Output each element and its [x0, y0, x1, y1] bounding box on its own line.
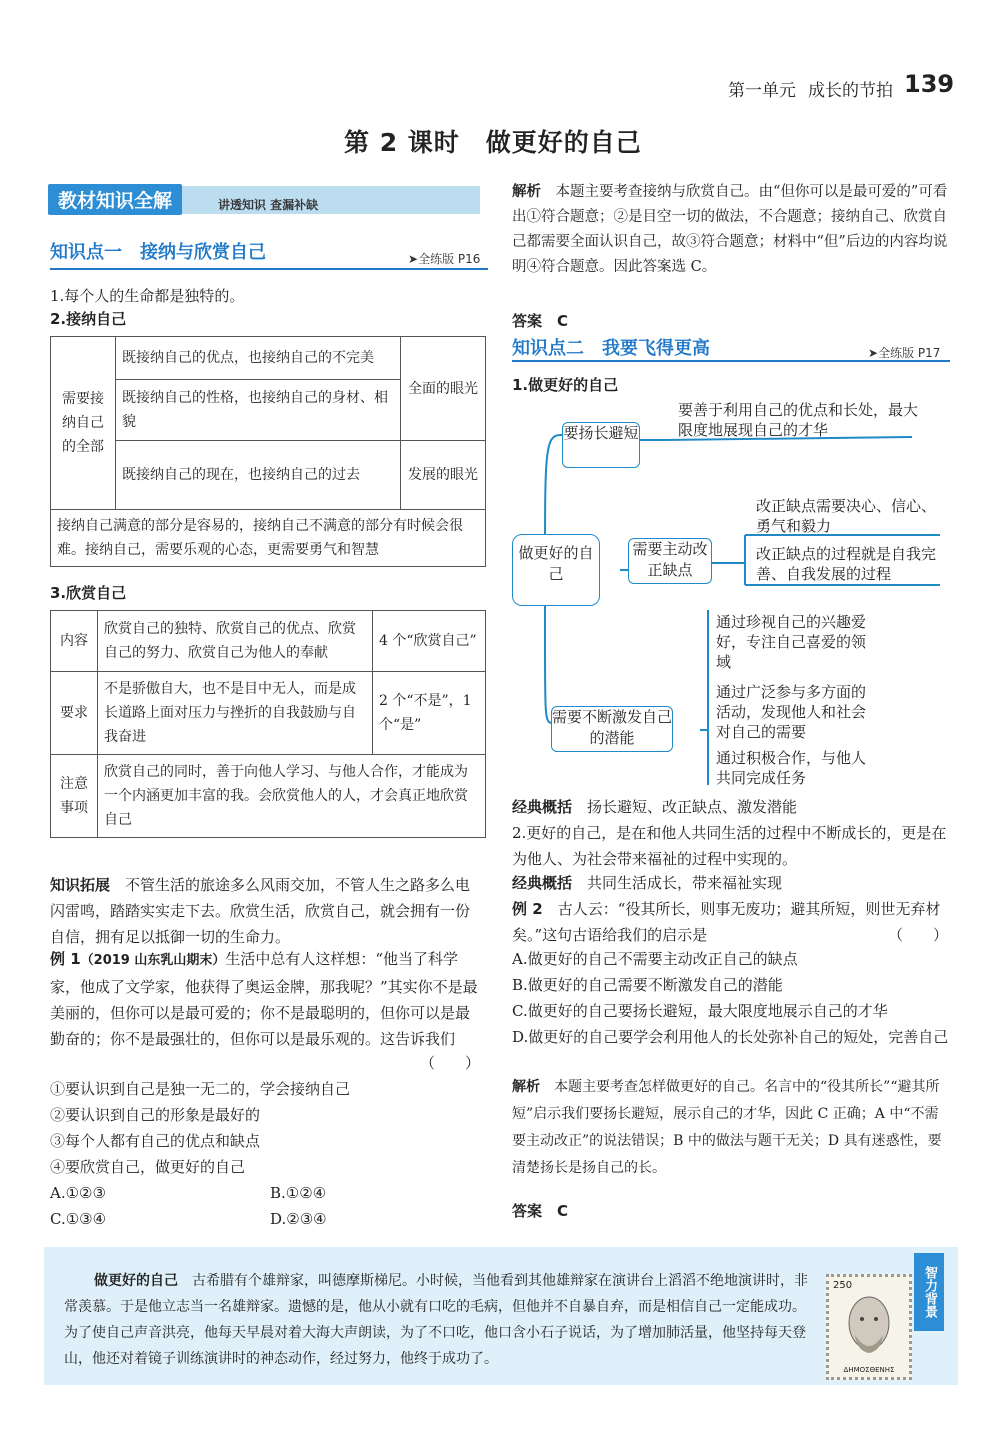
- kp1-p2: 2.接纳自己: [50, 310, 127, 328]
- portrait-icon: [829, 1277, 909, 1377]
- ex1-answer: [512, 308, 568, 334]
- banner-label: 教材知识全解: [48, 184, 182, 215]
- ex1-choice-c: C.①③④: [50, 1210, 107, 1228]
- mindmap-root: 做更好的自己: [512, 534, 600, 606]
- header-chapter: 成长的节拍: [808, 81, 893, 101]
- ex2-answer-value: C: [557, 1202, 569, 1220]
- ex1-source: （2019 山东乳山期末）: [80, 953, 226, 968]
- story-text: [64, 1268, 812, 1372]
- ex2-answer: [512, 1198, 568, 1224]
- arrow-icon: ➤: [868, 346, 879, 360]
- kp1-expand: [50, 872, 484, 950]
- kp1-ref-text: 全练版 P16: [418, 252, 481, 266]
- ex2-analysis-text: 本题主要考查怎样做更好的自己。名言中的“役其所长”“避其所短”启示我们要扬长避短，展示自己的才华，因此 C 正确；A 中“不需要主动改正”的说法错误；B 中的做法与题干无关；D 具有迷惑性，要清楚扬长是扬自己的长。: [512, 1079, 942, 1176]
- story-tag: 智力背景: [914, 1253, 944, 1331]
- ex1-item-2: ②要认识到自己的形象是最好的: [50, 1106, 261, 1124]
- page-number: 139: [904, 70, 955, 98]
- ex2-choice-c: C.做更好的自己要扬长避短，最大限度地展示自己的才华: [512, 1002, 888, 1020]
- ex2-choice-a: A.做更好的自己不需要主动改正自己的缺点: [512, 950, 798, 968]
- ex2-label: 例 2: [512, 900, 543, 918]
- appreciate-val-2: 不是骄傲自大，也不是目中无人，而是成长道路上面对压力与挫折的自我鼓励与自我奋进: [98, 672, 373, 755]
- accept-right-2: 发展的眼光: [401, 441, 486, 510]
- ex1-analysis-text: 本题主要考查接纳与欣赏自己。由“但你可以是最可爱的”可看出①符合题意；②是目空一切的做法，不合题意；接纳自己、欣赏自己都需要全面认识自己，故③符合题意；材料中“但”后边的内容均说明④符合题意。因此答案选 C。: [512, 184, 948, 275]
- mindmap-b3-leaf3: 通过积极合作，与他人共同完成任务: [716, 749, 867, 787]
- expand-text: 不管生活的旅途多么风雨交加，不管人生之路多么电闪雷鸣，踏踏实实走下去。欣赏生活，欣赏自己，就会拥有一份自信，拥有足以抵御一切的生命力。: [50, 876, 471, 946]
- mindmap-b3-leaf1: 通过珍视自己的兴趣爱好，专注自己喜爱的领域: [716, 613, 867, 671]
- kp2-title: 知识点二 我要飞得更高: [512, 338, 710, 359]
- ex2-analysis-label: 解析: [512, 1079, 540, 1095]
- ex2-analysis: [512, 1074, 948, 1182]
- stamp-image: [826, 1274, 912, 1380]
- banner-sub: 讲透知识 查漏补缺: [218, 198, 319, 212]
- story-body: 古希腊有个雄辩家，叫德摩斯梯尼。小时候，当他看到其他雄辩家在演讲台上滔滔不绝地演讲时，非常羡慕。于是他立志当一名雄辩家。遗憾的是，他从小就有口吃的毛病，但他并不自暴自弃，而是相信自己一定能成功。为了使自己声音洪亮，他每天早晨对着大海大声朗读，为了不口吃，他口含小石子说话，为了增加肺活量，他坚持每天登山，他还对着镜子训练演讲时的神态动作，经过努力，他终于成功了。: [64, 1273, 808, 1367]
- kp2-ref-text: 全练版 P17: [878, 346, 941, 360]
- stamp-caption: ΔΗΜΟΣΘΕΝΗΣ: [843, 1366, 895, 1374]
- appreciate-val-1: 欣赏自己的独特、欣赏自己的优点、欣赏自己的努力、欣赏自己为他人的奉献: [98, 611, 373, 672]
- ex1-stem-text: 生活中总有人这样想：“他当了科学家，他成了文学家，他获得了奥运金牌，那我呢？”其实你不是最美丽的，但你可以是最可爱的；你不是最聪明的，但你可以是最勤奋的；你不是最强壮的，但你可以是最乐观的。这告诉我们: [50, 950, 478, 1048]
- appreciate-note-2: 2 个“不是”，1 个“是”: [373, 672, 486, 755]
- ex2-paren: （ ）: [888, 926, 949, 944]
- accept-left: 需要接纳自己的全部: [51, 337, 116, 510]
- ex1-item-1: ①要认识到自己是独一无二的，学会接纳自己: [50, 1080, 351, 1098]
- kp1-underline: [50, 268, 488, 270]
- ex1-label: 例 1: [50, 950, 81, 968]
- ex1-stem: [50, 946, 484, 1052]
- ex1-item-4: ④要欣赏自己，做更好的自己: [50, 1158, 246, 1176]
- kp1-p3: 3.欣赏自己: [50, 584, 127, 602]
- summary2-text: 共同生活成长，带来福祉实现: [587, 874, 783, 892]
- ex2-stem-text: 古人云：“役其所长，则事无废功；避其所短，则世无弃材矣。”这句古语给我们的启示是: [512, 900, 941, 944]
- mindmap-b2-leaf2: 改正缺点的过程就是自我完善、自我发展的过程: [756, 545, 937, 583]
- accept-table: [50, 336, 486, 567]
- page-title: 第 2 课时 做更好的自己: [344, 128, 642, 157]
- arrow-icon: ➤: [408, 252, 419, 266]
- kp1-title: 知识点一 接纳与欣赏自己: [50, 242, 266, 263]
- summary1-label: 经典概括: [512, 798, 573, 816]
- appreciate-val-3: 欣赏自己的同时，善于向他人学习、与他人合作，才能成为一个内涵更加丰富的我。会欣赏他人的人，才会真正地欣赏自己: [98, 755, 486, 838]
- kp2-summary2: [512, 870, 782, 896]
- ex1-answer-value: C: [557, 312, 569, 330]
- ex1-paren: （ ）: [420, 1054, 481, 1072]
- mindmap-b1: 要扬长避短: [562, 422, 640, 468]
- kp2-underline: [512, 360, 950, 362]
- ex1-analysis-label: 解析: [512, 184, 541, 200]
- ex2-choice-b: B.做更好的自己需要不断激发自己的潜能: [512, 976, 783, 994]
- appreciate-key-1: 内容: [51, 611, 98, 672]
- summary2-label: 经典概括: [512, 874, 573, 892]
- kp2-p1: 1.做更好的自己: [512, 376, 619, 394]
- mindmap-b3-leaf2: 通过广泛参与多方面的活动，发现他人和社会对自己的需要: [716, 683, 867, 741]
- kp1-p1: 1.每个人的生命都是独特的。: [50, 287, 245, 305]
- mindmap-b2: 需要主动改正缺点: [628, 538, 712, 584]
- kp2-ref: [868, 344, 940, 361]
- appreciate-key-2: 要求: [51, 672, 98, 755]
- ex1-choice-b: B.①②④: [270, 1184, 327, 1202]
- appreciate-key-3: 注意事项: [51, 755, 98, 838]
- ex1-analysis: [512, 180, 948, 280]
- accept-row-1: 既接纳自己的优点，也接纳自己的不完美: [116, 337, 401, 380]
- ex1-choice-a: A.①②③: [50, 1184, 106, 1202]
- accept-row-3: 既接纳自己的现在，也接纳自己的过去: [116, 441, 401, 510]
- appreciate-table: [50, 610, 486, 838]
- ex2-choice-d: D.做更好的自己要学会利用他人的长处弥补自己的短处，完善自己: [512, 1028, 949, 1046]
- ex1-choice-d: D.②③④: [270, 1210, 327, 1228]
- mindmap-b3: 需要不断激发自己的潜能: [551, 706, 673, 752]
- ex2-stem: [512, 896, 948, 948]
- expand-label: 知识拓展: [50, 876, 111, 894]
- ex2-answer-label: 答案: [512, 1202, 543, 1220]
- accept-row-2: 既接纳自己的性格，也接纳自己的身材、相貌: [116, 380, 401, 441]
- mindmap-b1-leaf: 要善于利用自己的优点和长处，最大限度地展现自己的才华: [678, 401, 919, 439]
- stamp-value: 250: [833, 1280, 853, 1291]
- accept-footer: 接纳自己满意的部分是容易的，接纳自己不满意的部分有时候会很难。接纳自己，需要乐观的心态，更需要勇气和智慧: [51, 510, 486, 567]
- ex1-answer-label: 答案: [512, 312, 543, 330]
- header-unit: 第一单元: [728, 81, 796, 101]
- appreciate-note-1: 4 个“欣赏自己”: [373, 611, 486, 672]
- kp1-ref: [408, 250, 480, 267]
- accept-right-1: 全面的眼光: [401, 337, 486, 441]
- kp2-p2: 2.更好的自己，是在和他人共同生活的过程中不断成长的，更是在为他人、为社会带来福祉的过程中实现的。: [512, 824, 947, 868]
- ex1-item-3: ③每个人都有自己的优点和缺点: [50, 1132, 261, 1150]
- mindmap-b2-leaf1: 改正缺点需要决心、信心、勇气和毅力: [756, 497, 937, 535]
- summary1-text: 扬长避短、改正缺点、激发潜能: [587, 798, 798, 816]
- story-title: 做更好的自己: [94, 1273, 178, 1289]
- kp2-summary1: [512, 794, 797, 820]
